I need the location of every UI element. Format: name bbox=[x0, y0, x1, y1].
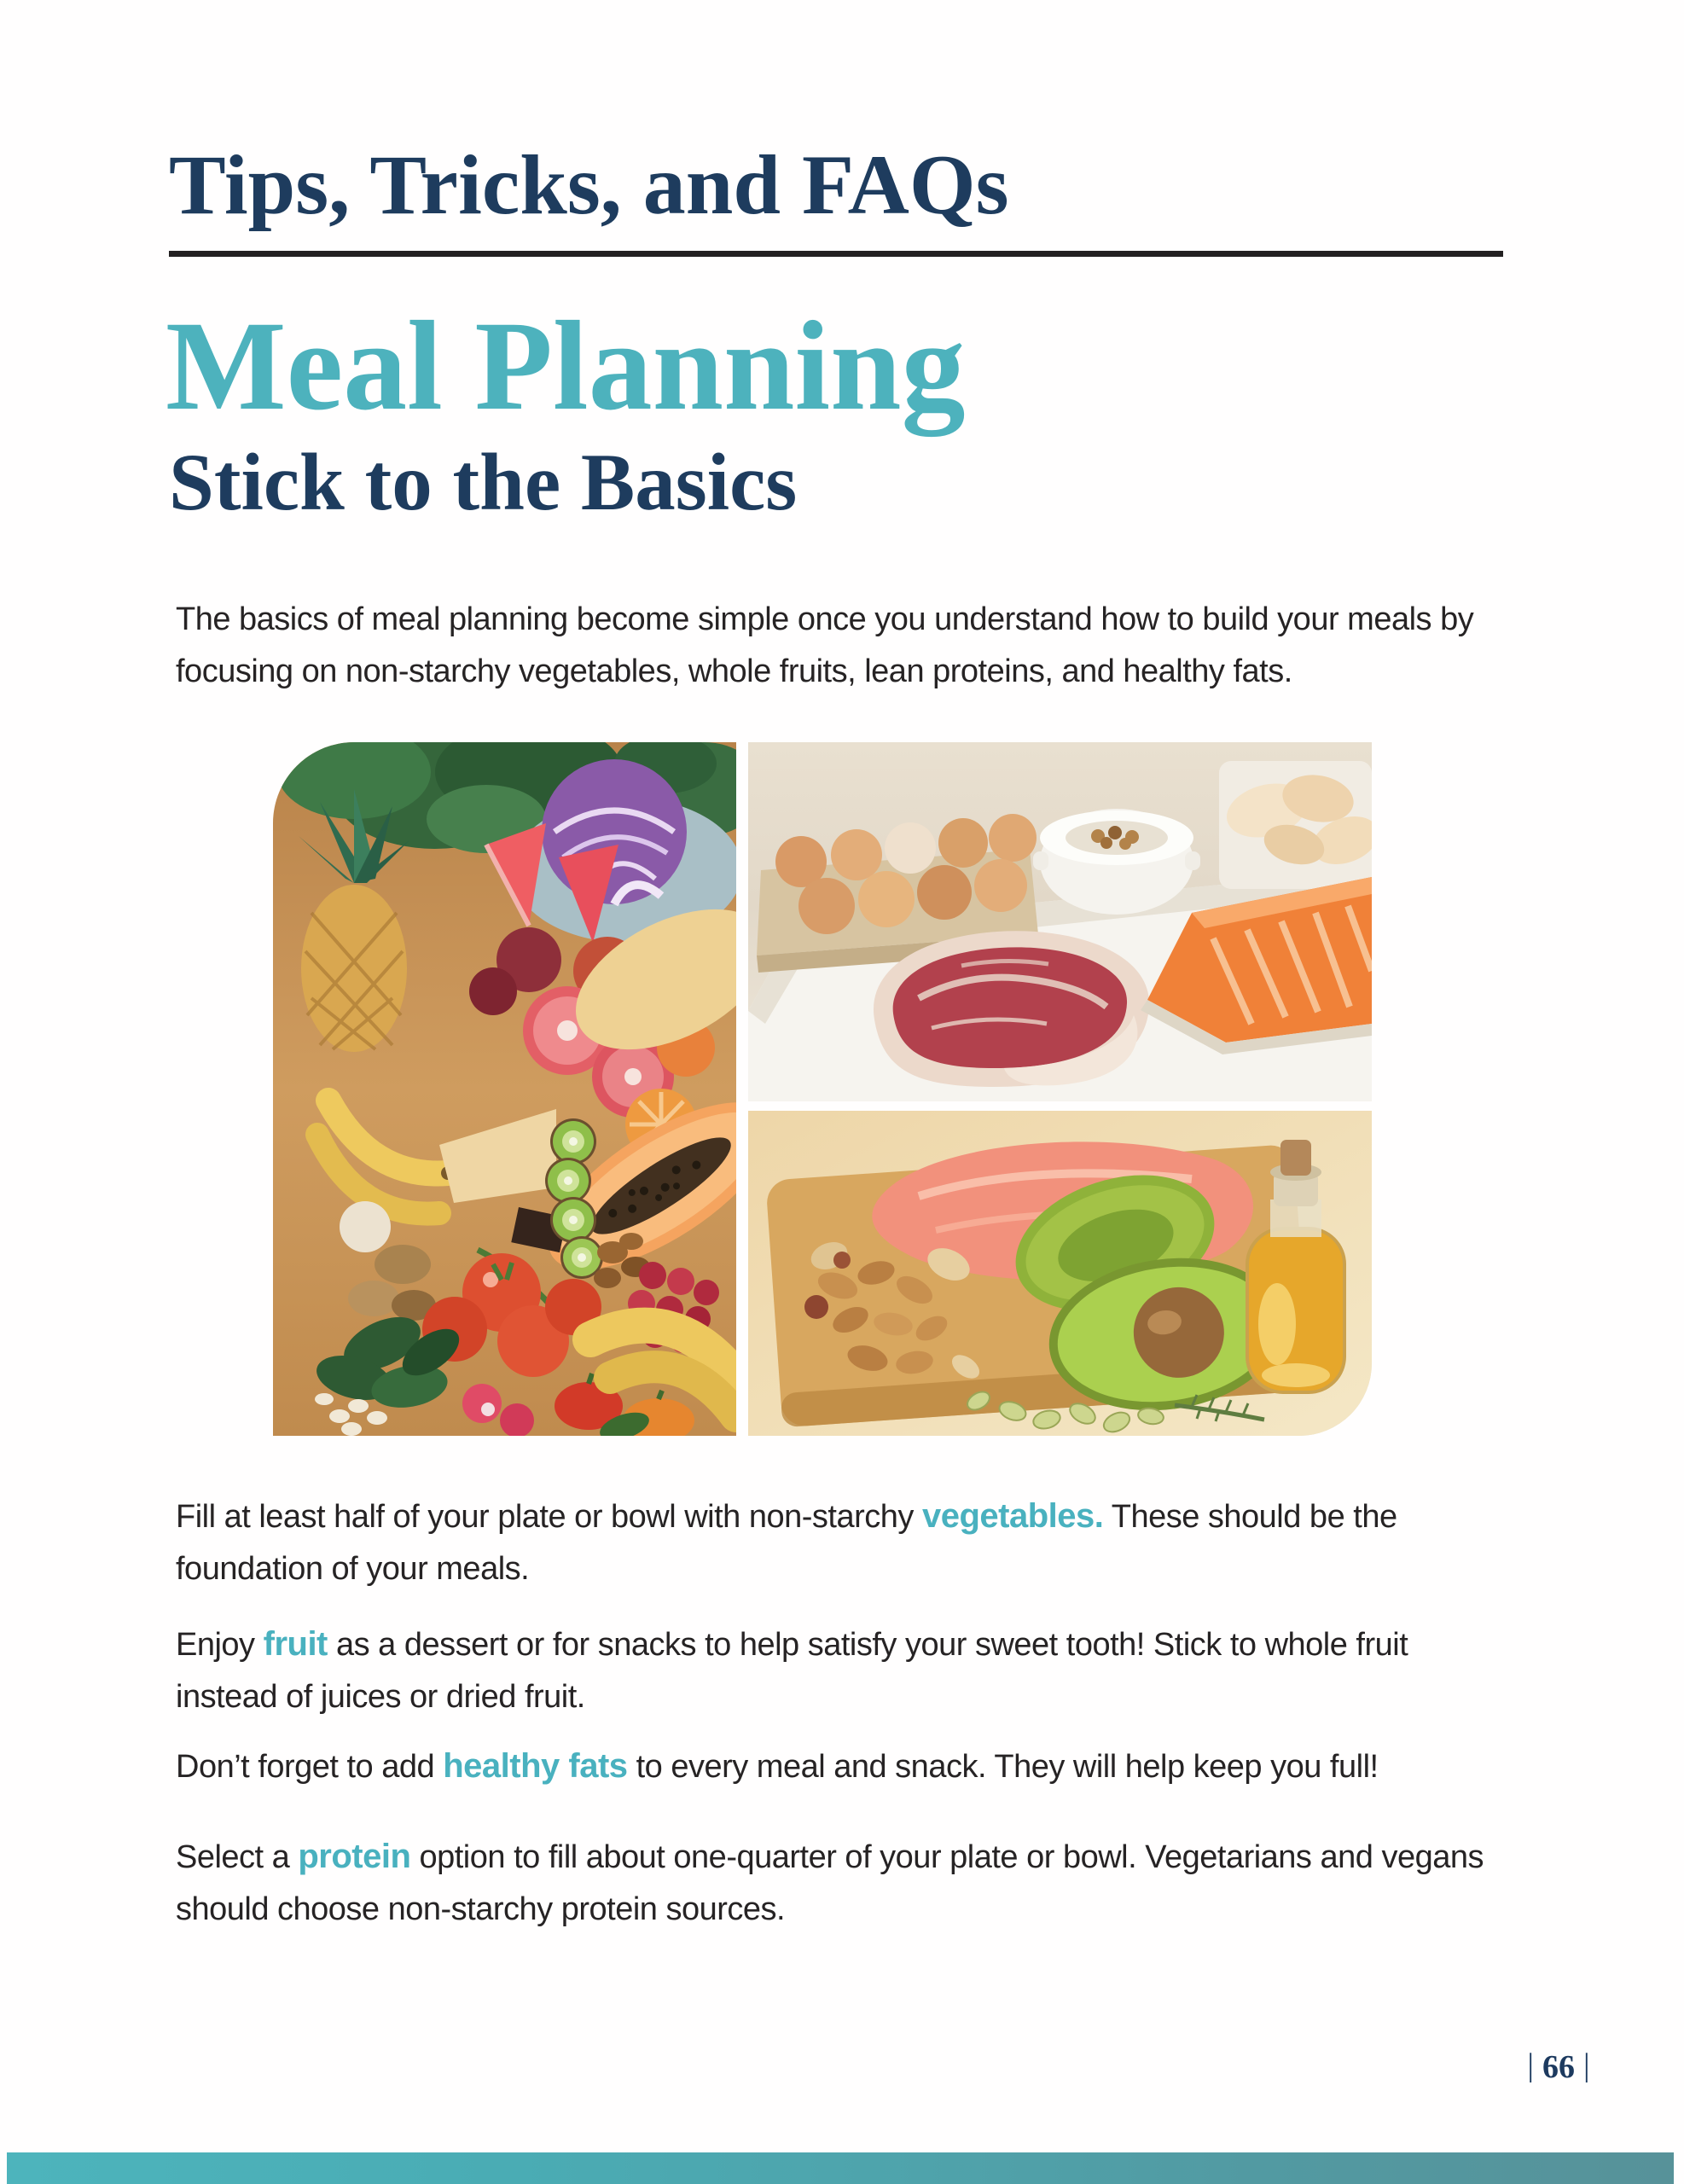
page-title: Meal Planning bbox=[165, 295, 966, 437]
section-divider bbox=[169, 251, 1503, 257]
tip-highlight-vegetables: vegetables. bbox=[921, 1497, 1104, 1535]
tip-text: as a dessert or for snacks to help satisfy your sweet tooth! Stick to whole fruit instead of juices or dried fruit. bbox=[176, 1627, 1408, 1715]
tip-text: Don’t forget to add bbox=[176, 1749, 444, 1785]
tip-healthy-fats bbox=[176, 1740, 1494, 1793]
photo-healthy-fats bbox=[748, 1111, 1372, 1436]
tip-highlight-healthy-fats: healthy fats bbox=[443, 1747, 628, 1785]
tip-highlight-protein: protein bbox=[298, 1838, 411, 1875]
page-number bbox=[1499, 2048, 1618, 2085]
footer-accent-bar bbox=[7, 2152, 1674, 2184]
tip-highlight-fruit: fruit bbox=[263, 1625, 328, 1663]
page-subtitle: Stick to the Basics bbox=[169, 437, 798, 527]
produce-illustration bbox=[273, 742, 736, 1436]
food-photo-collage bbox=[273, 742, 1372, 1436]
fats-illustration bbox=[748, 1111, 1372, 1436]
tip-text: Fill at least half of your plate or bowl with non-starchy bbox=[176, 1499, 922, 1535]
page-number-bar: | bbox=[1527, 2048, 1534, 2083]
tip-text: option to fill about one-quarter of your plate or bowl. Vegetarians and vegans should choose non-starchy protein sources. bbox=[176, 1839, 1484, 1927]
tip-vegetables bbox=[176, 1490, 1494, 1595]
tip-text: Enjoy bbox=[176, 1627, 264, 1663]
tip-fruit bbox=[176, 1618, 1494, 1723]
intro-paragraph: The basics of meal planning become simple once you understand how to build your meals by focusing on non-starchy vegetables, whole fruits, lean proteins, and healthy fats. bbox=[176, 601, 1474, 689]
chicken-illustration bbox=[1219, 761, 1372, 889]
photo-proteins bbox=[748, 742, 1372, 1101]
section-kicker: Tips, Tricks, and FAQs bbox=[169, 137, 1009, 232]
steak-illustration bbox=[874, 931, 1149, 1087]
page-number-bar: | bbox=[1583, 2048, 1590, 2083]
page-number-value: 66 bbox=[1542, 2049, 1575, 2085]
tip-text: to every meal and snack. They will help keep you full! bbox=[627, 1749, 1379, 1785]
proteins-illustration bbox=[748, 742, 1372, 1101]
photo-produce-board bbox=[273, 742, 736, 1436]
tip-text: Select a bbox=[176, 1839, 299, 1875]
tip-protein bbox=[176, 1831, 1494, 1936]
tip-text: These should be the foundation of your meals. bbox=[176, 1499, 1397, 1587]
